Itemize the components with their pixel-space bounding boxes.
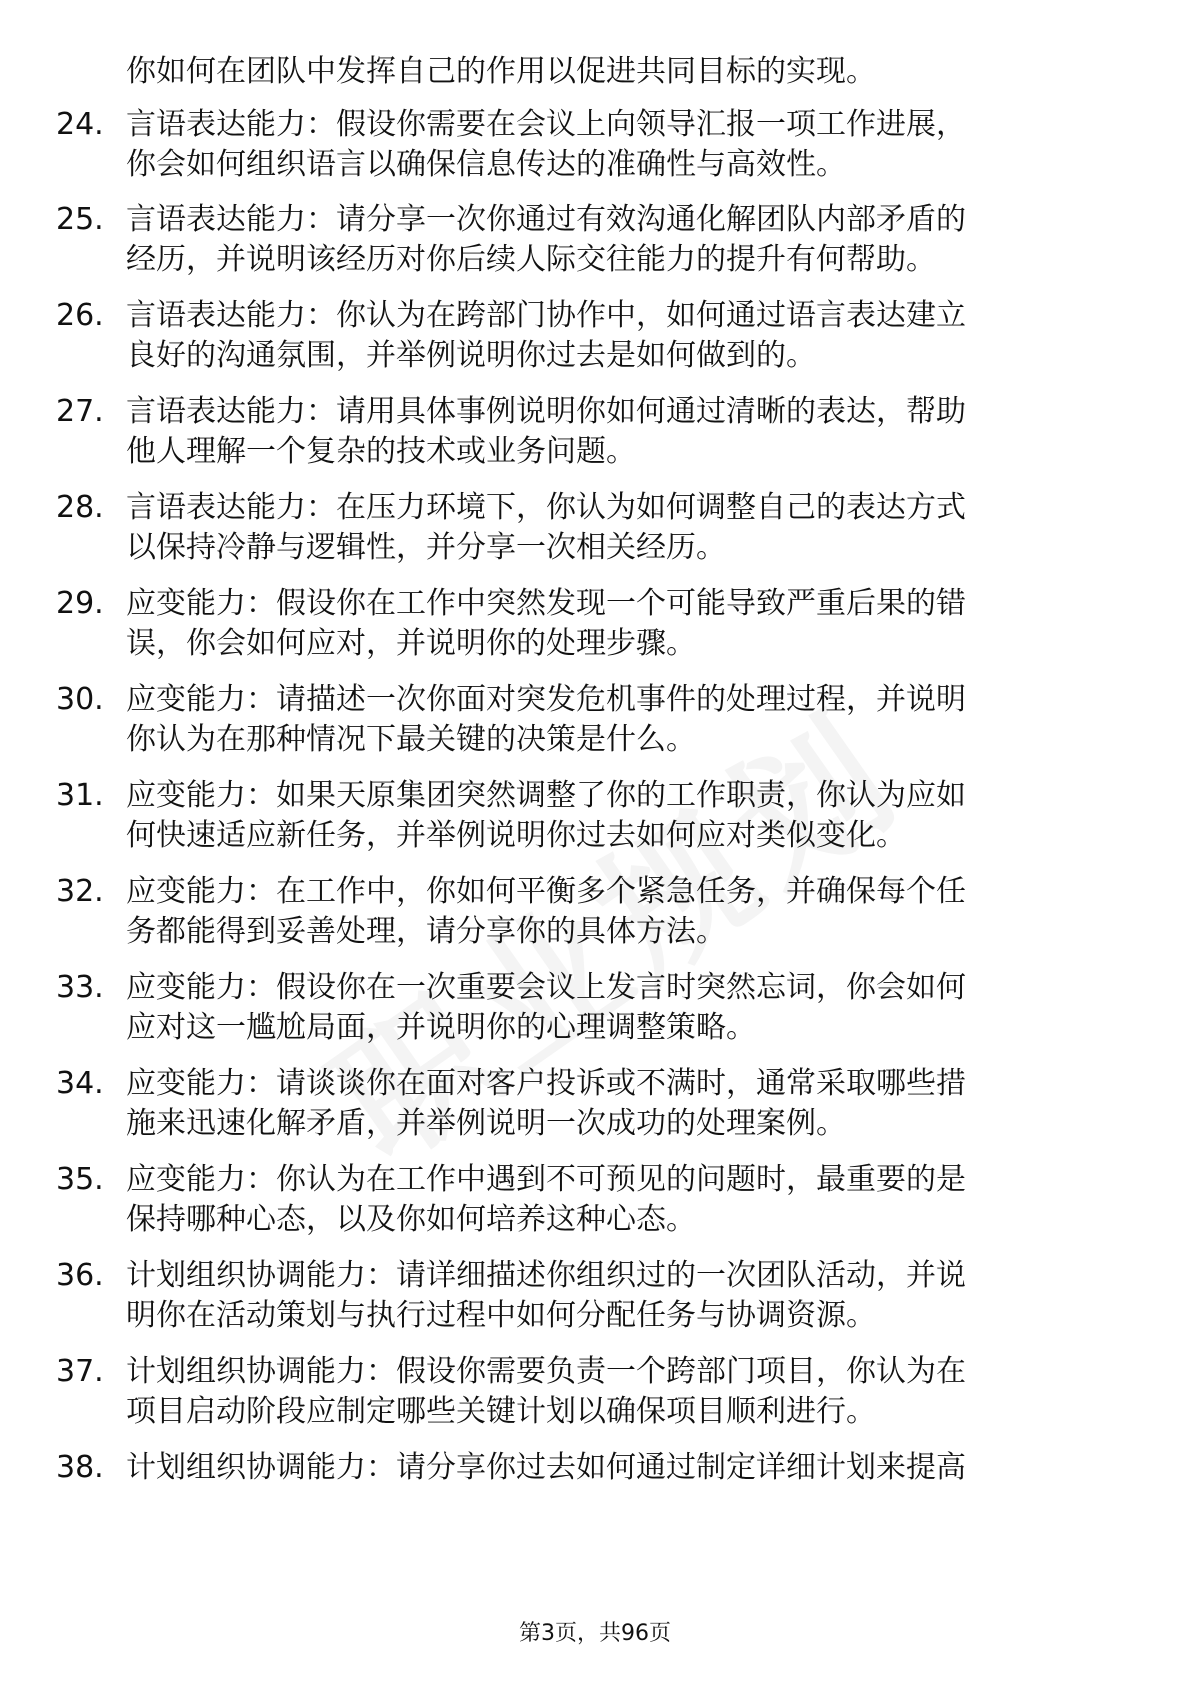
question-number: 34. (56, 1066, 104, 1101)
question-text (126, 296, 1126, 376)
question-text (126, 872, 1126, 952)
list-item (56, 296, 1136, 386)
question-line: 计划组织协调能力：假设你需要负责一个跨部门项目，你认为在 (126, 1354, 966, 1389)
question-number: 28. (56, 490, 104, 525)
question-line: 应变能力：如果天原集团突然调整了你的工作职责，你认为应如 (126, 778, 966, 813)
list-item (56, 776, 1136, 866)
list-item (56, 1352, 1136, 1442)
question-line: 计划组织协调能力：请分享你过去如何通过制定详细计划来提高 (126, 1450, 966, 1485)
question-line: 言语表达能力：你认为在跨部门协作中，如何通过语言表达建立 (126, 298, 966, 333)
question-line: 何快速适应新任务，并举例说明你过去如何应对类似变化。 (126, 818, 906, 853)
list-item (56, 1448, 1136, 1538)
question-text (126, 776, 1126, 856)
question-line: 应对这一尴尬局面，并说明你的心理调整策略。 (126, 1010, 756, 1045)
question-line: 应变能力：请描述一次你面对突发危机事件的处理过程，并说明 (126, 682, 966, 717)
question-line: 应变能力：假设你在工作中突然发现一个可能导致严重后果的错 (126, 586, 966, 621)
question-line: 经历，并说明该经历对你后续人际交往能力的提升有何帮助。 (126, 242, 936, 277)
question-text (126, 1256, 1126, 1336)
question-text (126, 968, 1126, 1048)
question-number: 33. (56, 970, 104, 1005)
question-line: 保持哪种心态，以及你如何培养这种心态。 (126, 1202, 696, 1237)
question-line: 他人理解一个复杂的技术或业务问题。 (126, 434, 636, 469)
question-text (126, 1448, 1126, 1488)
continuation-text: 你如何在团队中发挥自己的作用以促进共同目标的实现。 (126, 54, 876, 89)
question-line: 言语表达能力：请分享一次你通过有效沟通化解团队内部矛盾的 (126, 202, 966, 237)
question-line: 应变能力：请谈谈你在面对客户投诉或不满时，通常采取哪些措 (126, 1066, 966, 1101)
question-text (126, 584, 1126, 664)
list-item (56, 392, 1136, 482)
question-text (126, 488, 1126, 568)
question-number: 35. (56, 1162, 104, 1197)
question-number: 27. (56, 394, 104, 429)
question-line: 言语表达能力：请用具体事例说明你如何通过清晰的表达，帮助 (126, 394, 966, 429)
question-number: 25. (56, 202, 104, 237)
question-line: 你会如何组织语言以确保信息传达的准确性与高效性。 (126, 147, 846, 182)
question-number: 24. (56, 107, 104, 142)
list-item (56, 105, 1136, 195)
question-number: 29. (56, 586, 104, 621)
question-line: 施来迅速化解矛盾，并举例说明一次成功的处理案例。 (126, 1106, 846, 1141)
question-number: 30. (56, 682, 104, 717)
list-item (56, 584, 1136, 674)
list-item (56, 200, 1136, 290)
list-item (56, 488, 1136, 578)
question-line: 应变能力：你认为在工作中遇到不可预见的问题时，最重要的是 (126, 1162, 966, 1197)
list-item (56, 680, 1136, 770)
question-text (126, 105, 1126, 185)
question-number: 32. (56, 874, 104, 909)
question-line: 应变能力：假设你在一次重要会议上发言时突然忘词，你会如何 (126, 970, 966, 1005)
question-text (126, 392, 1126, 472)
question-line: 项目启动阶段应制定哪些关键计划以确保项目顺利进行。 (126, 1394, 876, 1429)
question-text (126, 1064, 1126, 1144)
page-number: 第3页，共96页 (519, 1621, 671, 1646)
list-item (56, 968, 1136, 1058)
question-text (126, 1352, 1126, 1432)
list-item (56, 1160, 1136, 1250)
question-number: 26. (56, 298, 104, 333)
question-text (126, 200, 1126, 280)
question-text (126, 680, 1126, 760)
question-line: 以保持冷静与逻辑性，并分享一次相关经历。 (126, 530, 726, 565)
question-line: 计划组织协调能力：请详细描述你组织过的一次团队活动，并说 (126, 1258, 966, 1293)
question-line: 明你在活动策划与执行过程中如何分配任务与协调资源。 (126, 1298, 876, 1333)
question-line: 应变能力：在工作中，你如何平衡多个紧急任务，并确保每个任 (126, 874, 966, 909)
list-item (56, 1064, 1136, 1154)
question-line: 言语表达能力：在压力环境下，你认为如何调整自己的表达方式 (126, 490, 966, 525)
question-line: 良好的沟通氛围，并举例说明你过去是如何做到的。 (126, 338, 816, 373)
question-line: 误，你会如何应对，并说明你的处理步骤。 (126, 626, 696, 661)
question-text (126, 1160, 1126, 1240)
question-line: 务都能得到妥善处理，请分享你的具体方法。 (126, 914, 726, 949)
list-item (56, 1256, 1136, 1346)
question-number: 31. (56, 778, 104, 813)
question-number: 36. (56, 1258, 104, 1293)
list-item (56, 872, 1136, 962)
question-line: 你认为在那种情况下最关键的决策是什么。 (126, 722, 696, 757)
question-line: 言语表达能力：假设你需要在会议上向领导汇报一项工作进展， (126, 107, 966, 142)
question-number: 38. (56, 1450, 104, 1485)
question-number: 37. (56, 1354, 104, 1389)
